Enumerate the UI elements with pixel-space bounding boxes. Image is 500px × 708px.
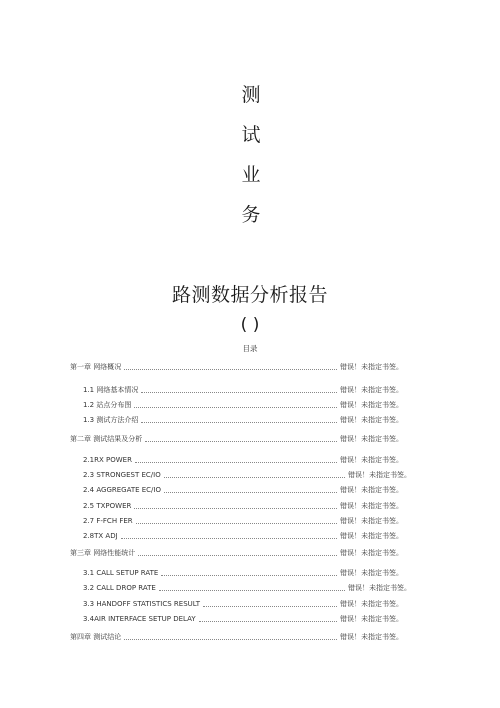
- toc-leader-dots: [121, 537, 337, 539]
- toc-leader-dots: [145, 440, 337, 442]
- toc-entry[interactable]: [83, 453, 403, 465]
- toc-entry[interactable]: [83, 597, 403, 609]
- cover-vertical-char: 务: [241, 204, 261, 226]
- toc-entry-page: 错误！未指定书签。: [340, 549, 403, 557]
- toc-leader-dots: [199, 620, 337, 622]
- toc-entry[interactable]: [70, 630, 403, 642]
- title-parentheses: ( ): [240, 315, 260, 335]
- toc-entry-page: 错误！未指定书签。: [340, 386, 403, 394]
- cover-vertical-char: 试: [241, 124, 261, 146]
- toc-entry-label: 1.2 站点分布图: [83, 401, 132, 409]
- toc-entry-page: 错误！未指定书签。: [340, 600, 403, 608]
- toc-entry-label: 3.1 CALL SETUP RATE: [83, 569, 159, 577]
- toc-heading: 目录: [242, 344, 258, 353]
- toc-entry[interactable]: [83, 612, 403, 624]
- toc-entry-label: 第二章 测试结果及分析: [70, 435, 143, 443]
- toc-entry-page: 错误！未指定书签。: [340, 569, 403, 577]
- toc-entry-page: 错误！未指定书签。: [340, 633, 403, 641]
- toc-entry-label: 第四章 测试结论: [70, 633, 122, 641]
- cover-vertical-char: 业: [241, 164, 261, 186]
- toc-leader-dots: [124, 638, 337, 640]
- toc-leader-dots: [138, 554, 337, 556]
- cover-vertical-char: 测: [241, 84, 261, 106]
- toc-entry-page: 错误！未指定书签。: [340, 486, 403, 494]
- toc-entry-label: 2.7 F-FCH FER: [83, 517, 133, 525]
- toc-entry[interactable]: [83, 499, 403, 511]
- toc-leader-dots: [124, 368, 337, 370]
- toc-entry-page: 错误！未指定书签。: [348, 584, 411, 592]
- toc-entry[interactable]: [70, 546, 403, 558]
- toc-leader-dots: [141, 391, 337, 393]
- toc-entry-label: 3.4AIR INTERFACE SETUP DELAY: [83, 615, 196, 623]
- toc-entry-page: 错误！未指定书签。: [340, 416, 403, 424]
- toc-leader-dots: [136, 522, 337, 524]
- toc-entry-label: 2.1RX POWER: [83, 456, 132, 464]
- toc-entry-page: 错误！未指定书签。: [340, 401, 403, 409]
- toc-leader-dots: [141, 421, 337, 423]
- toc-leader-dots: [134, 406, 337, 408]
- toc-entry-page: 错误！未指定书签。: [340, 517, 403, 525]
- toc-entry-page: 错误！未指定书签。: [340, 532, 403, 540]
- toc-leader-dots: [203, 605, 337, 607]
- toc-entry[interactable]: [83, 514, 403, 526]
- toc-entry[interactable]: [83, 413, 403, 425]
- toc-entry[interactable]: [83, 483, 403, 495]
- toc-entry[interactable]: [70, 360, 403, 372]
- toc-leader-dots: [159, 589, 345, 591]
- toc-entry-label: 1.3 测试方法介绍: [83, 416, 139, 424]
- toc-entry-label: 2.5 TXPOWER: [83, 502, 132, 510]
- toc-entry-page: 错误！未指定书签。: [340, 456, 403, 464]
- toc-entry-label: 第一章 网络概况: [70, 363, 122, 371]
- toc-leader-dots: [164, 491, 337, 493]
- toc-leader-dots: [161, 574, 337, 576]
- toc-entry-label: 2.4 AGGREGATE EC/IO: [83, 486, 161, 494]
- toc-leader-dots: [134, 507, 337, 509]
- toc-entry-page: 错误！未指定书签。: [340, 435, 403, 443]
- toc-entry-label: 第三章 网络性能统计: [70, 549, 136, 557]
- toc-entry[interactable]: [83, 468, 411, 480]
- toc-entry[interactable]: [70, 432, 403, 444]
- toc-entry-label: 3.2 CALL DROP RATE: [83, 584, 156, 592]
- toc-entry[interactable]: [83, 529, 403, 541]
- toc-entry-page: 错误！未指定书签。: [340, 502, 403, 510]
- toc-entry[interactable]: [83, 581, 411, 593]
- toc-entry[interactable]: [83, 566, 403, 578]
- toc-entry-label: 3.3 HANDOFF STATISTICS RESULT: [83, 600, 200, 608]
- toc-entry-label: 2.8TX ADJ: [83, 532, 118, 540]
- toc-entry-label: 1.1 网络基本情况: [83, 386, 139, 394]
- toc-entry-page: 错误！未指定书签。: [340, 363, 403, 371]
- toc-entry-page: 错误！未指定书签。: [340, 615, 403, 623]
- toc-leader-dots: [135, 461, 337, 463]
- toc-entry-label: 2.3 STRONGEST EC/IO: [83, 471, 161, 479]
- toc-entry[interactable]: [83, 383, 403, 395]
- toc-leader-dots: [164, 476, 345, 478]
- toc-entry-page: 错误！未指定书签。: [348, 471, 411, 479]
- report-title: 路测数据分析报告: [171, 284, 328, 306]
- toc-entry[interactable]: [83, 398, 403, 410]
